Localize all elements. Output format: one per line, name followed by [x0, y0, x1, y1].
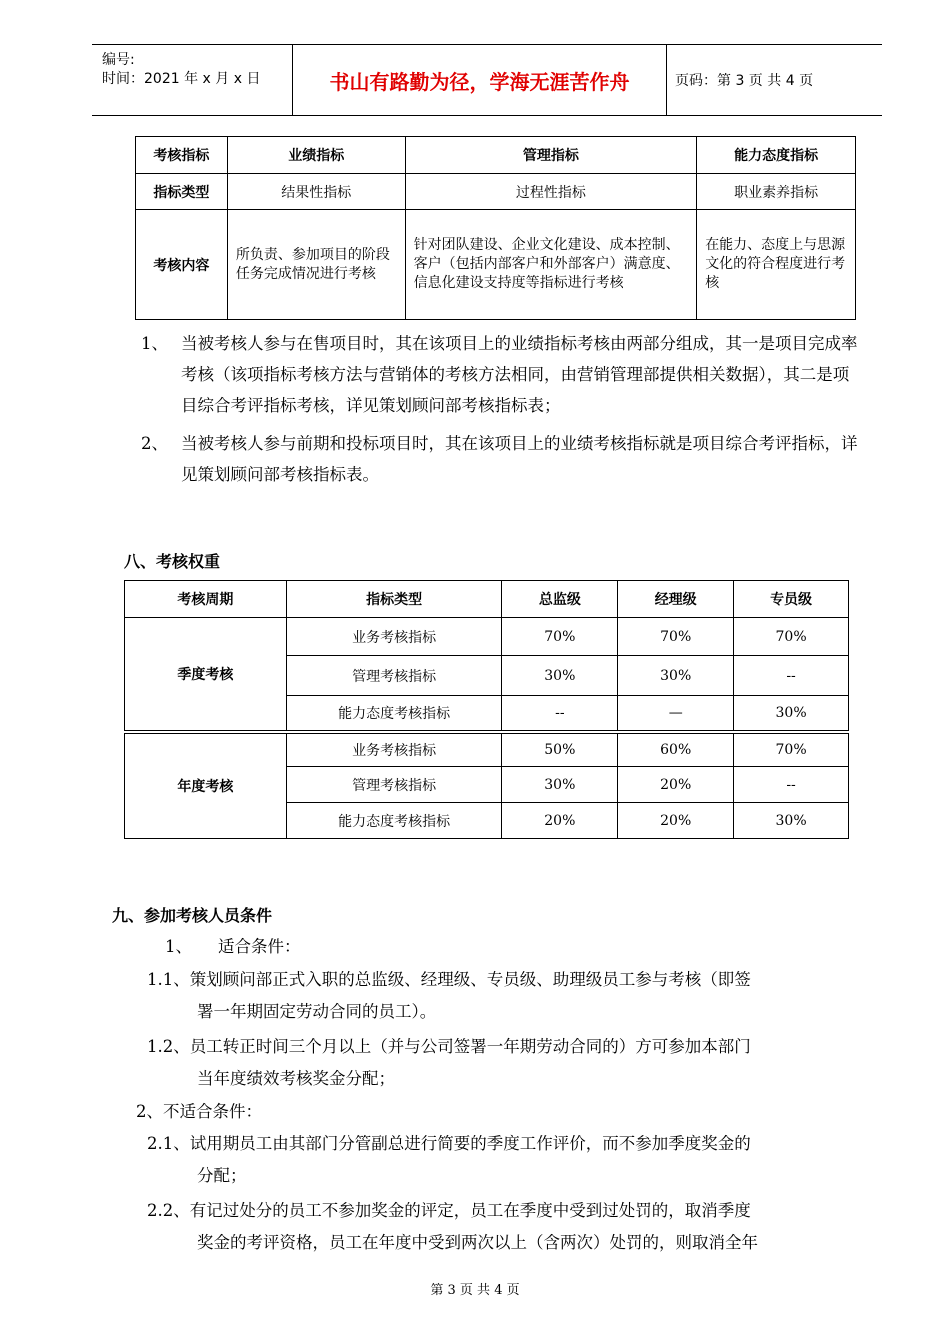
indicator-table — [135, 136, 856, 320]
table-header-cell: 经理级 — [618, 581, 734, 618]
page-footer: 第 3 页 共 4 页 — [430, 1283, 520, 1298]
table-cell: -- — [502, 696, 618, 732]
list-item-continuation: 署一年期固定劳动合同的员工）。 — [197, 1002, 437, 1021]
table-cell: 30% — [734, 696, 849, 732]
item-text: 策划顾问部正式入职的总监级、经理级、专员级、助理级员工参与考核（即签 — [189, 970, 751, 989]
item-number: 2.1、 — [147, 1134, 190, 1153]
table-header-cell: 能力态度指标 — [697, 137, 856, 174]
table-row — [136, 174, 856, 210]
table-cell: 所负责、参加项目的阶段任务完成情况进行考核 — [227, 210, 405, 320]
table-cell: 业务考核指标 — [286, 732, 502, 767]
note-number: 1、 — [141, 334, 168, 353]
list-item — [136, 1096, 262, 1127]
header-motto: 书山有路勤为径，学海无涯苦作舟 — [292, 45, 667, 115]
header-page-label: 页码：第 3 页 共 4 页 — [675, 73, 814, 89]
table-header-cell: 考核周期 — [125, 581, 287, 618]
table-cell: -- — [734, 656, 849, 696]
row-label: 考核内容 — [136, 210, 228, 320]
table-cell: 30% — [618, 656, 734, 696]
table-header-cell: 考核指标 — [136, 137, 228, 174]
table-cell: 业务考核指标 — [286, 618, 502, 656]
note-2 — [141, 428, 861, 490]
table-cell: 20% — [618, 767, 734, 803]
table-cell: 50% — [502, 732, 618, 767]
section-title: 八、考核权重 — [124, 552, 221, 571]
table-row — [136, 137, 856, 174]
table-header-cell: 业绩指标 — [227, 137, 405, 174]
table-row — [125, 618, 849, 656]
list-item — [147, 1128, 751, 1159]
table-cell: — — [618, 696, 734, 732]
item-number: 1.2、 — [147, 1037, 190, 1056]
table-row — [125, 732, 849, 767]
table-cell: 过程性指标 — [405, 174, 697, 210]
note-number: 2、 — [141, 434, 168, 453]
table-cell: 60% — [618, 732, 734, 767]
header-meta — [102, 51, 260, 89]
weight-table — [124, 580, 849, 839]
list-item — [147, 1195, 751, 1226]
table-header-cell: 总监级 — [502, 581, 618, 618]
table-cell: 20% — [502, 803, 618, 839]
time-label: 时间：2021 年 x 月 x 日 — [102, 71, 261, 87]
table-header-cell: 专员级 — [734, 581, 849, 618]
page-header — [92, 44, 882, 116]
table-row — [125, 581, 849, 618]
table-cell: 能力态度考核指标 — [286, 803, 502, 839]
table-cell: 70% — [618, 618, 734, 656]
table-cell: -- — [734, 767, 849, 803]
table-cell: 30% — [502, 767, 618, 803]
item-number: 1、 — [165, 937, 192, 956]
table-cell: 能力态度考核指标 — [286, 696, 502, 732]
table-cell: 30% — [502, 656, 618, 696]
list-item-continuation: 分配； — [197, 1166, 247, 1185]
item-text: 不适合条件： — [163, 1102, 262, 1121]
item-text: 适合条件： — [218, 937, 301, 956]
table-cell: 70% — [734, 618, 849, 656]
item-number: 2.2、 — [147, 1201, 190, 1220]
item-number: 1.1、 — [147, 970, 190, 989]
table-cell: 20% — [618, 803, 734, 839]
table-cell: 管理考核指标 — [286, 656, 502, 696]
list-item — [147, 1031, 751, 1062]
note-text: 当被考核人参与前期和投标项目时，其在该项目上的业绩考核指标就是项目综合考评指标，详见策划顾问部考核指标表。 — [181, 434, 858, 484]
row-label: 指标类型 — [136, 174, 228, 210]
item-number: 2、 — [136, 1102, 163, 1121]
table-cell: 70% — [734, 732, 849, 767]
table-cell: 30% — [734, 803, 849, 839]
table-header-cell: 管理指标 — [405, 137, 697, 174]
list-item-continuation: 当年度绩效考核奖金分配； — [197, 1069, 395, 1088]
item-text: 有记过处分的员工不参加奖金的评定，员工在季度中受到过处罚的，取消季度 — [189, 1201, 751, 1220]
list-item-continuation: 奖金的考评资格，员工在年度中受到两次以上（含两次）处罚的，则取消全年 — [197, 1233, 758, 1252]
section-title: 九、参加考核人员条件 — [112, 906, 273, 925]
table-header-cell: 指标类型 — [286, 581, 502, 618]
table-cell: 在能力、态度上与思源文化的符合程度进行考核 — [697, 210, 856, 320]
table-cell: 职业素养指标 — [697, 174, 856, 210]
table-row — [136, 210, 856, 320]
table-cell: 结果性指标 — [227, 174, 405, 210]
period-cell: 季度考核 — [125, 618, 287, 732]
list-item — [165, 931, 301, 962]
table-cell: 管理考核指标 — [286, 767, 502, 803]
table-cell: 针对团队建设、企业文化建设、成本控制、客户（包括内部客户和外部客户）满意度、信息化建设支持度等指标进行考核 — [405, 210, 697, 320]
item-text: 员工转正时间三个月以上（并与公司签署一年期劳动合同的）方可参加本部门 — [189, 1037, 751, 1056]
list-item — [147, 964, 751, 995]
note-1 — [141, 328, 861, 421]
item-text: 试用期员工由其部门分管副总进行简要的季度工作评价，而不参加季度奖金的 — [189, 1134, 751, 1153]
note-text: 当被考核人参与在售项目时，其在该项目上的业绩指标考核由两部分组成，其一是项目完成率考核（该项指标考核方法与营销体的考核方法相同，由营销管理部提供相关数据），其二是项目综合考评指标考核，详见策划顾问部考核指标表； — [181, 334, 858, 415]
period-cell: 年度考核 — [125, 732, 287, 839]
table-cell: 70% — [502, 618, 618, 656]
number-label: 编号: — [102, 52, 135, 68]
